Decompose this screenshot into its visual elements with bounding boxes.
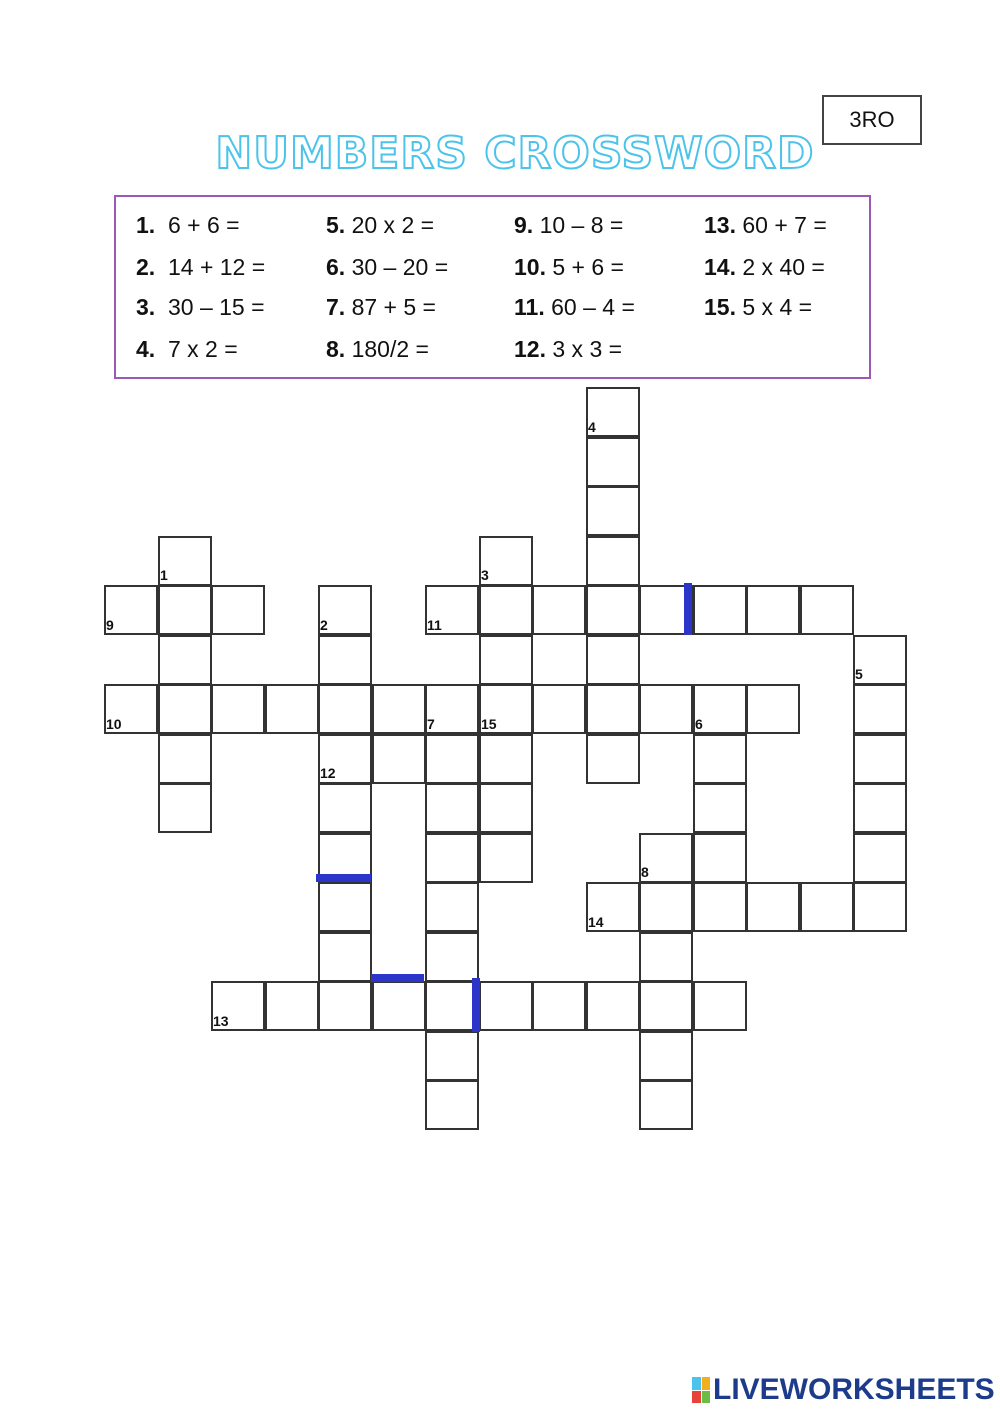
clue-number-label: 3 <box>481 567 489 583</box>
clue-item: 6. 30 – 20 = <box>326 254 449 280</box>
crossword-cell[interactable] <box>586 437 640 487</box>
divider-bar <box>684 583 692 635</box>
clue-item: 4. 7 x 2 = <box>136 336 238 362</box>
crossword-cell[interactable] <box>639 684 693 734</box>
crossword-cell[interactable] <box>425 882 479 932</box>
crossword-cell[interactable] <box>318 635 372 685</box>
clue-number-label: 6 <box>695 716 703 732</box>
liveworksheets-logo-icon <box>692 1377 710 1403</box>
clue-item: 13. 60 + 7 = <box>704 212 827 238</box>
clue-number-label: 13 <box>213 1013 229 1029</box>
crossword-cell[interactable] <box>158 635 212 685</box>
crossword-cell[interactable] <box>479 981 533 1031</box>
crossword-cell[interactable] <box>425 734 479 784</box>
clue-item: 1. 6 + 6 = <box>136 212 240 238</box>
crossword-cell[interactable] <box>425 1080 479 1130</box>
clue-number-label: 5 <box>855 666 863 682</box>
clue-number-label: 14 <box>588 914 604 930</box>
crossword-cell[interactable] <box>372 734 426 784</box>
crossword-cell[interactable] <box>532 585 586 635</box>
divider-bar <box>316 874 371 882</box>
crossword-cell[interactable] <box>586 981 640 1031</box>
clue-item: 9. 10 – 8 = <box>514 212 624 238</box>
crossword-cell[interactable] <box>425 932 479 982</box>
crossword-cell[interactable] <box>425 1031 479 1081</box>
clue-number-label: 4 <box>588 419 596 435</box>
clue-number-label: 10 <box>106 716 122 732</box>
clue-item: 15. 5 x 4 = <box>704 294 813 320</box>
clue-number-label: 7 <box>427 716 435 732</box>
crossword-cell[interactable] <box>425 783 479 833</box>
crossword-cell[interactable] <box>746 882 800 932</box>
crossword-cell[interactable] <box>479 734 533 784</box>
crossword-cell[interactable] <box>853 882 907 932</box>
crossword-cell[interactable] <box>800 882 854 932</box>
crossword-cell[interactable] <box>158 783 212 833</box>
clue-item: 12. 3 x 3 = <box>514 336 623 362</box>
crossword-cell[interactable] <box>318 684 372 734</box>
crossword-cell[interactable] <box>800 585 854 635</box>
crossword-cell[interactable] <box>158 734 212 784</box>
crossword-cell[interactable] <box>639 981 693 1031</box>
crossword-cell[interactable] <box>318 981 372 1031</box>
clue-number-label: 2 <box>320 617 328 633</box>
crossword-cell[interactable] <box>318 882 372 932</box>
crossword-cell[interactable] <box>693 783 747 833</box>
clue-item: 10. 5 + 6 = <box>514 254 624 280</box>
crossword-cell[interactable] <box>479 635 533 685</box>
crossword-cell[interactable] <box>586 635 640 685</box>
crossword-cell[interactable] <box>639 882 693 932</box>
crossword-cell[interactable] <box>211 684 265 734</box>
crossword-cell[interactable] <box>318 783 372 833</box>
clue-number-label: 8 <box>641 864 649 880</box>
clue-number-label: 9 <box>106 617 114 633</box>
crossword-cell[interactable] <box>693 882 747 932</box>
clue-item: 8. 180/2 = <box>326 336 429 362</box>
crossword-cell[interactable] <box>639 932 693 982</box>
clue-number-label: 12 <box>320 765 336 781</box>
grade-label: 3RO <box>822 95 922 145</box>
crossword-cell[interactable] <box>693 585 747 635</box>
clue-item: 14. 2 x 40 = <box>704 254 825 280</box>
crossword-cell[interactable] <box>586 585 640 635</box>
clue-item: 5. 20 x 2 = <box>326 212 435 238</box>
clue-item: 2. 14 + 12 = <box>136 254 266 280</box>
page-title: NUMBERS CROSSWORD <box>215 128 815 179</box>
divider-bar <box>472 978 480 1032</box>
crossword-cell[interactable] <box>639 1031 693 1081</box>
clue-item: 7. 87 + 5 = <box>326 294 436 320</box>
crossword-cell[interactable] <box>853 734 907 784</box>
crossword-cell[interactable] <box>693 734 747 784</box>
crossword-cell[interactable] <box>425 981 479 1031</box>
crossword-cell[interactable] <box>425 833 479 883</box>
crossword-cell[interactable] <box>158 585 212 635</box>
crossword-cell[interactable] <box>746 684 800 734</box>
clue-number-label: 15 <box>481 716 497 732</box>
crossword-cell[interactable] <box>746 585 800 635</box>
crossword-cell[interactable] <box>532 981 586 1031</box>
crossword-cell[interactable] <box>372 684 426 734</box>
crossword-cell[interactable] <box>586 734 640 784</box>
crossword-cell[interactable] <box>211 585 265 635</box>
clue-item: 3. 30 – 15 = <box>136 294 265 320</box>
crossword-cell[interactable] <box>586 536 640 586</box>
clue-item: 11. 60 – 4 = <box>514 294 635 320</box>
crossword-cell[interactable] <box>532 684 586 734</box>
crossword-cell[interactable] <box>853 833 907 883</box>
crossword-cell[interactable] <box>586 684 640 734</box>
clue-number-label: 11 <box>427 617 442 633</box>
crossword-cell[interactable] <box>853 684 907 734</box>
crossword-cell[interactable] <box>853 783 907 833</box>
crossword-cell[interactable] <box>639 1080 693 1130</box>
crossword-cell[interactable] <box>693 833 747 883</box>
crossword-cell[interactable] <box>479 585 533 635</box>
liveworksheets-logo <box>692 1374 995 1406</box>
clue-number-label: 1 <box>160 567 168 583</box>
crossword-cell[interactable] <box>479 783 533 833</box>
crossword-cell[interactable] <box>693 981 747 1031</box>
divider-bar <box>371 974 424 982</box>
brand-name: LIVEWORKSHEETS <box>713 1373 995 1406</box>
crossword-cell[interactable] <box>265 684 319 734</box>
crossword-cell[interactable] <box>586 486 640 536</box>
crossword-cell[interactable] <box>318 932 372 982</box>
crossword-cell[interactable] <box>158 684 212 734</box>
crossword-cell[interactable] <box>265 981 319 1031</box>
crossword-cell[interactable] <box>479 833 533 883</box>
crossword-cell[interactable] <box>372 981 426 1031</box>
